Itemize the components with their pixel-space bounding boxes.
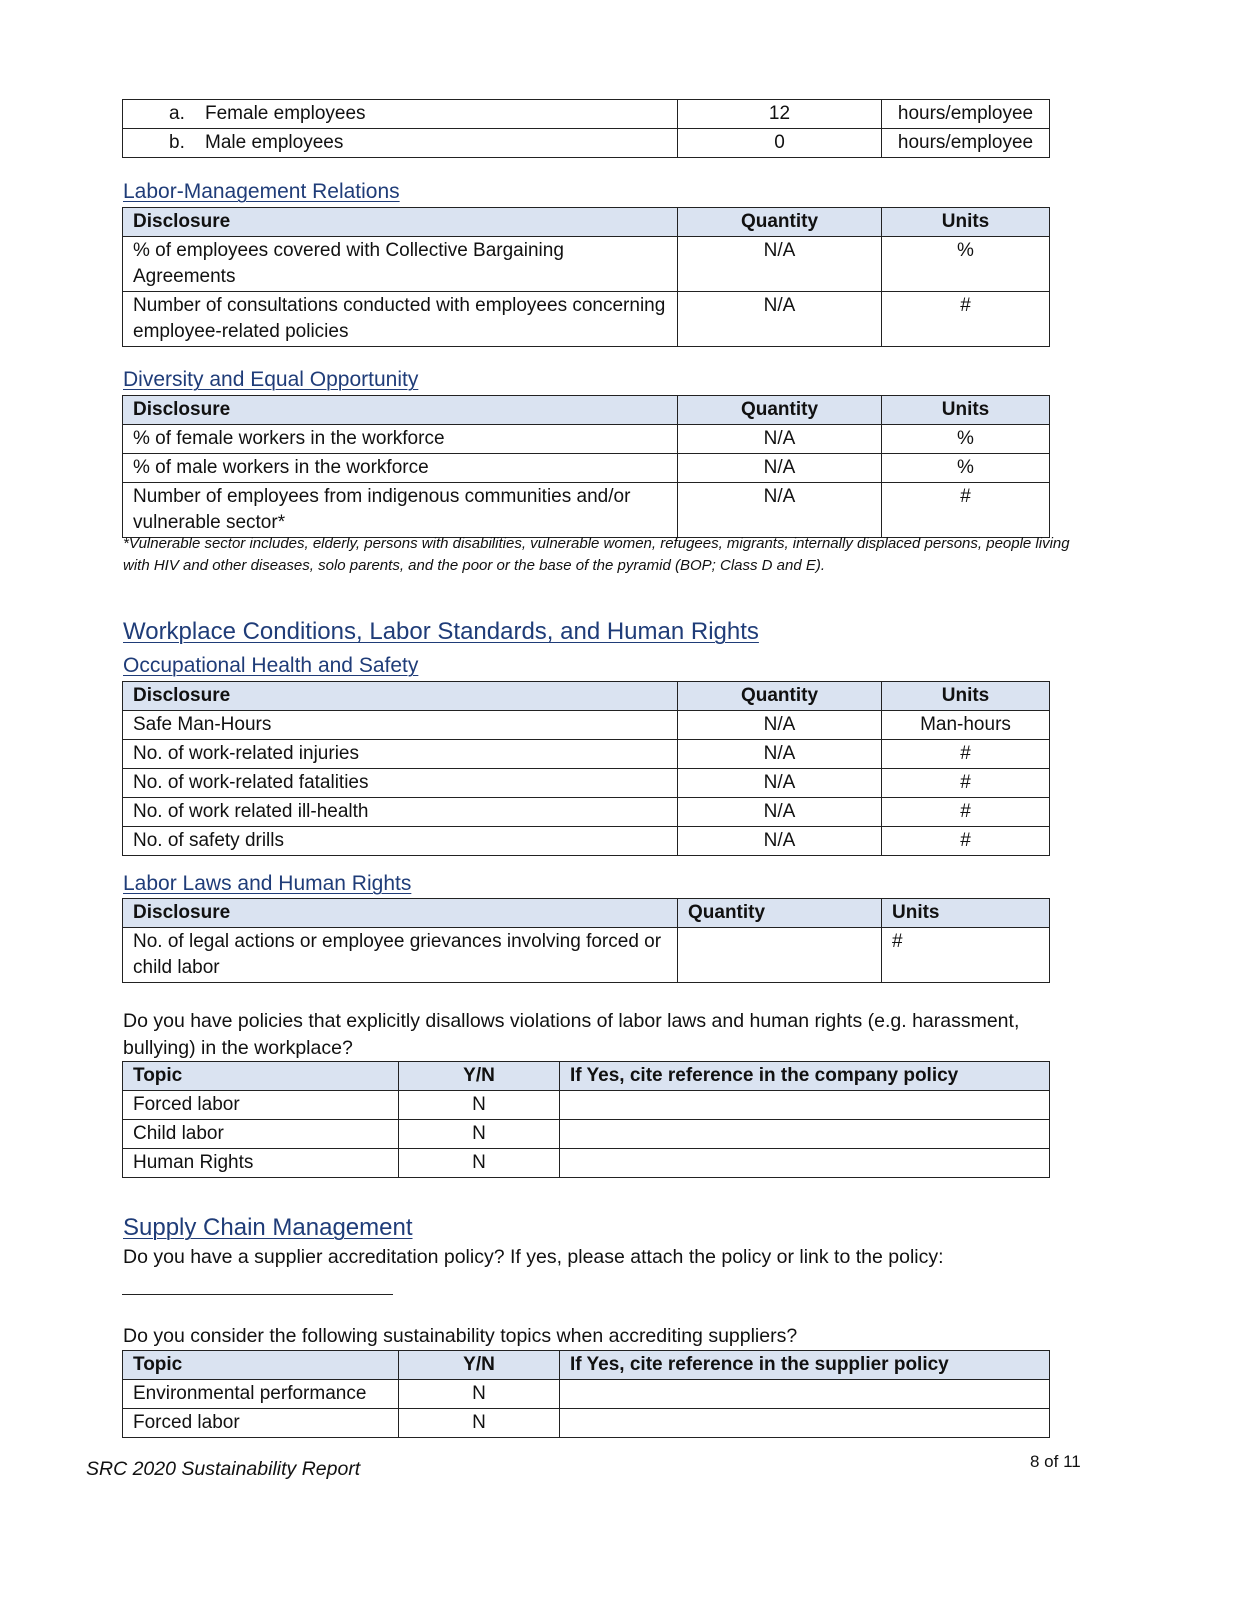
- row-quantity: 12: [678, 100, 882, 129]
- header-units: Units: [882, 682, 1050, 711]
- policy-link-blank[interactable]: [122, 1294, 393, 1295]
- table-row: [123, 740, 1050, 769]
- diversity-heading: Diversity and Equal Opportunity: [123, 368, 419, 391]
- row-disclosure: No. of legal actions or employee grievances involving forced or child labor: [123, 928, 678, 983]
- diversity-table: [122, 395, 1050, 538]
- row-label: a. Female employees: [123, 100, 678, 129]
- row-disclosure: % of male workers in the workforce: [123, 454, 678, 483]
- labor-management-heading: Labor-Management Relations: [123, 180, 400, 203]
- row-units: #: [882, 769, 1050, 798]
- row-disclosure: Number of consultations conducted with employees concerning employee-related policies: [123, 292, 678, 347]
- supplier-topics-table: [122, 1350, 1050, 1438]
- header-units: Units: [882, 899, 1050, 928]
- footer-page-number: 8 of 11: [1030, 1452, 1081, 1471]
- row-quantity: N/A: [678, 237, 882, 292]
- labor-management-table: [122, 207, 1050, 347]
- row-quantity: N/A: [678, 292, 882, 347]
- header-disclosure: Disclosure: [123, 682, 678, 711]
- table-row: [123, 454, 1050, 483]
- row-units: hours/employee: [882, 100, 1050, 129]
- header-quantity: Quantity: [678, 899, 882, 928]
- labor-laws-heading: Labor Laws and Human Rights: [123, 872, 412, 895]
- row-units: #: [882, 798, 1050, 827]
- table-row: [123, 798, 1050, 827]
- row-topic: Environmental performance: [123, 1380, 399, 1409]
- row-topic: Forced labor: [123, 1409, 399, 1438]
- workplace-conditions-heading: Workplace Conditions, Labor Standards, and Human Rights: [123, 618, 759, 645]
- row-units: #: [882, 928, 1050, 983]
- header-disclosure: Disclosure: [123, 396, 678, 425]
- row-quantity: N/A: [678, 798, 882, 827]
- row-units: %: [882, 454, 1050, 483]
- row-reference: [560, 1409, 1050, 1438]
- table-row: [123, 129, 1050, 158]
- ohs-table: [122, 681, 1050, 856]
- row-yn: N: [399, 1091, 560, 1120]
- row-quantity: N/A: [678, 769, 882, 798]
- row-quantity: N/A: [678, 827, 882, 856]
- supply-chain-heading: Supply Chain Management: [123, 1214, 413, 1241]
- row-units: %: [882, 237, 1050, 292]
- ohs-heading: Occupational Health and Safety: [123, 654, 419, 677]
- row-label: b. Male employees: [123, 129, 678, 158]
- row-quantity: 0: [678, 129, 882, 158]
- table-row: [123, 1091, 1050, 1120]
- training-hours-table: [122, 99, 1050, 158]
- row-yn: N: [399, 1120, 560, 1149]
- row-reference: [560, 1149, 1050, 1178]
- table-row: [123, 1380, 1050, 1409]
- table-row: [123, 827, 1050, 856]
- table-row: [123, 483, 1050, 538]
- header-reference: If Yes, cite reference in the supplier policy: [560, 1351, 1050, 1380]
- supplier-accreditation-question: Do you have a supplier accreditation policy? If yes, please attach the policy or link to the policy:: [123, 1246, 944, 1268]
- header-units: Units: [882, 208, 1050, 237]
- header-topic: Topic: [123, 1351, 399, 1380]
- row-reference: [560, 1091, 1050, 1120]
- row-units: #: [882, 740, 1050, 769]
- row-yn: N: [399, 1149, 560, 1178]
- header-reference: If Yes, cite reference in the company policy: [560, 1062, 1050, 1091]
- table-row: [123, 711, 1050, 740]
- row-units: Man-hours: [882, 711, 1050, 740]
- table-row: [123, 769, 1050, 798]
- row-yn: N: [399, 1409, 560, 1438]
- row-quantity: N/A: [678, 454, 882, 483]
- vulnerable-sector-footnote: *Vulnerable sector includes, elderly, persons with disabilities, vulnerable women, refugees, migrants, internally displaced persons, people living with HIV and other diseases, solo parents, and the poor or the base of the pyramid (BOP; Class D and E).: [123, 535, 1070, 574]
- table-row: [123, 928, 1050, 983]
- row-disclosure: Number of employees from indigenous communities and/or vulnerable sector*: [123, 483, 678, 538]
- table-row: [123, 1409, 1050, 1438]
- table-row: [123, 100, 1050, 129]
- policies-table: [122, 1061, 1050, 1178]
- header-yn: Y/N: [399, 1062, 560, 1091]
- row-disclosure: % of female workers in the workforce: [123, 425, 678, 454]
- table-row: [123, 425, 1050, 454]
- row-units: #: [882, 292, 1050, 347]
- row-units: hours/employee: [882, 129, 1050, 158]
- row-disclosure: No. of work related ill-health: [123, 798, 678, 827]
- row-quantity: [678, 928, 882, 983]
- row-reference: [560, 1120, 1050, 1149]
- row-quantity: N/A: [678, 483, 882, 538]
- policies-question: Do you have policies that explicitly disallows violations of labor laws and human rights (e.g. harassment, bullying) in the workplace?: [123, 1010, 1020, 1059]
- table-row: [123, 292, 1050, 347]
- row-units: #: [882, 483, 1050, 538]
- header-disclosure: Disclosure: [123, 208, 678, 237]
- row-disclosure: No. of work-related fatalities: [123, 769, 678, 798]
- row-topic: Human Rights: [123, 1149, 399, 1178]
- row-disclosure: Safe Man-Hours: [123, 711, 678, 740]
- row-quantity: N/A: [678, 425, 882, 454]
- table-row: [123, 1120, 1050, 1149]
- row-units: %: [882, 425, 1050, 454]
- header-yn: Y/N: [399, 1351, 560, 1380]
- row-quantity: N/A: [678, 711, 882, 740]
- labor-laws-table: [122, 898, 1050, 983]
- header-quantity: Quantity: [678, 682, 882, 711]
- row-reference: [560, 1380, 1050, 1409]
- row-disclosure: No. of work-related injuries: [123, 740, 678, 769]
- sustainability-topics-question: Do you consider the following sustainability topics when accrediting suppliers?: [123, 1325, 798, 1347]
- header-units: Units: [882, 396, 1050, 425]
- row-yn: N: [399, 1380, 560, 1409]
- header-quantity: Quantity: [678, 208, 882, 237]
- table-row: [123, 237, 1050, 292]
- table-row: [123, 1149, 1050, 1178]
- row-disclosure: No. of safety drills: [123, 827, 678, 856]
- footer-report-name: SRC 2020 Sustainability Report: [86, 1458, 361, 1480]
- row-units: #: [882, 827, 1050, 856]
- row-disclosure: % of employees covered with Collective Bargaining Agreements: [123, 237, 678, 292]
- row-quantity: N/A: [678, 740, 882, 769]
- header-topic: Topic: [123, 1062, 399, 1091]
- header-quantity: Quantity: [678, 396, 882, 425]
- header-disclosure: Disclosure: [123, 899, 678, 928]
- row-topic: Child labor: [123, 1120, 399, 1149]
- row-topic: Forced labor: [123, 1091, 399, 1120]
